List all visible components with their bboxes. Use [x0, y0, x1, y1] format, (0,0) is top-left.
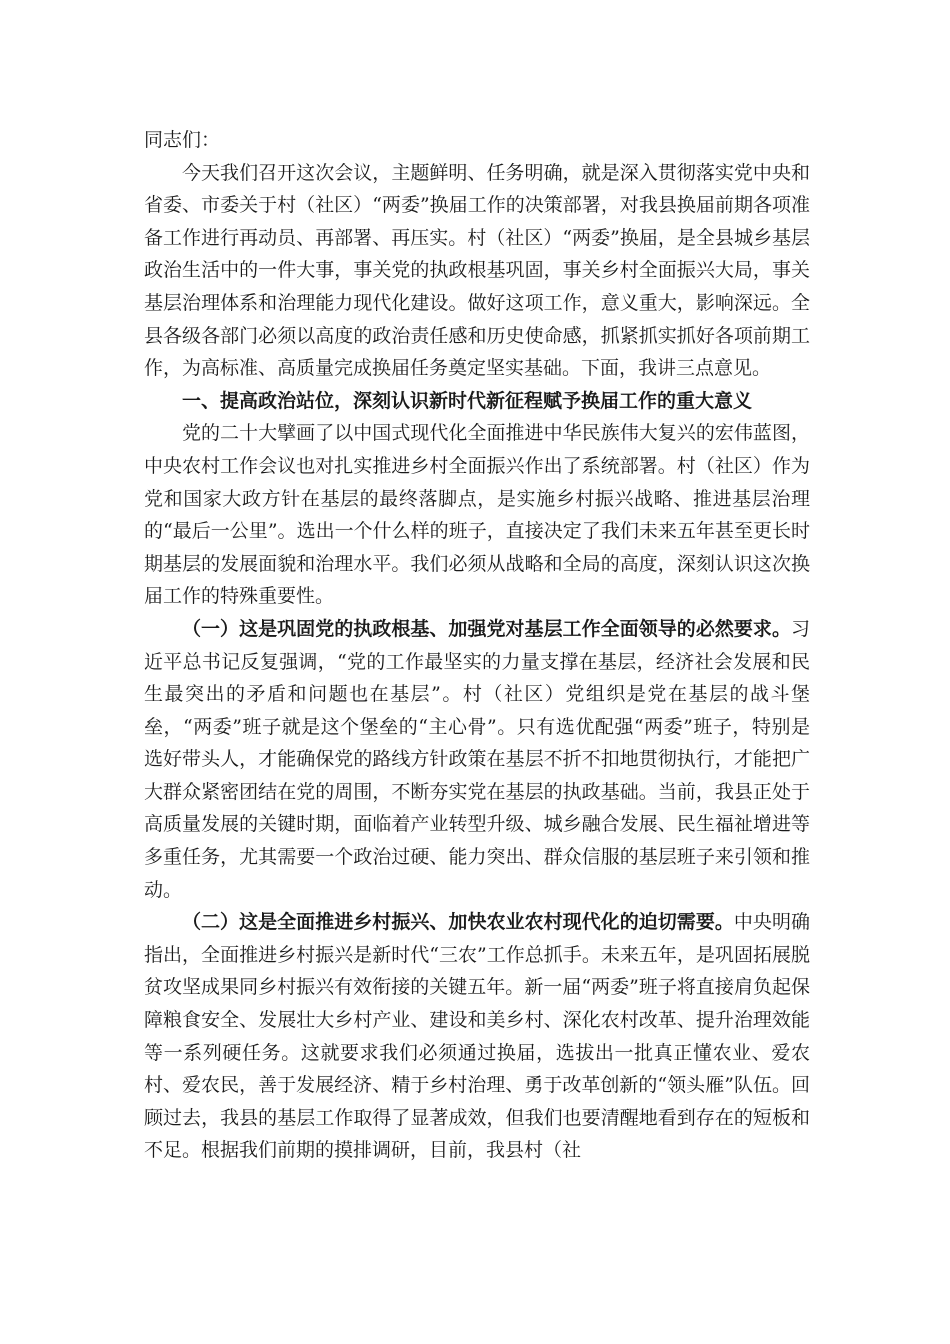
point-1-body: 习近平总书记反复强调，“党的工作最坚实的力量支撑在基层，经济社会发展和民生最突出的矛盾和问题也在基层”。村（社区）党组织是党在基层的战斗堡垒，“两委”班子就是这个堡垒的“主心骨”。只有选优配强“两委”班子，特别是选好带头人，才能确保党的路线方针政策在基层不折不扣地贯彻执行，才能把广大群众紧密团结在党的周围，不断夯实党在基层的执政基础。当前，我县正处于高质量发展的关键时期，面临着产业转型升级、城乡融合发展、民生福祉增进等多重任务，尤其需要一个政治过硬、能力突出、群众信服的基层班子来引领和推动。 — [144, 617, 810, 901]
point-1-heading: （一）这是巩固党的执政根基、加强党对基层工作全面领导的必然要求。 — [182, 617, 791, 640]
intro-paragraph: 今天我们召开这次会议，主题鲜明、任务明确，就是深入贯彻落实党中央和省委、市委关于村（社区）“两委”换届工作的决策部署，对我县换届前期各项准备工作进行再动员、再部署、再压实。村（社区）“两委”换届，是全县城乡基层政治生活中的一件大事，事关党的执政根基巩固，事关乡村全面振兴大局，事关基层治理体系和治理能力现代化建设。做好这项工作，意义重大，影响深远。全县各级各部门必须以高度的政治责任感和历史使命感，抓紧抓实抓好各项前期工作，为高标准、高质量完成换届任务奠定坚实基础。下面，我讲三点意见。 — [144, 161, 810, 380]
salutation: 同志们： — [144, 129, 221, 151]
section-1-heading: 一、提高政治站位，深刻认识新时代新征程赋予换届工作的重大意义 — [182, 389, 753, 412]
section-1-paragraph: 党的二十大擘画了以中国式现代化全面推进中华民族伟大复兴的宏伟蓝图，中央农村工作会议也对扎实推进乡村全面振兴作出了系统部署。村（社区）作为党和国家大政方针在基层的最终落脚点，是实施乡村振兴战略、推进基层治理的“最后一公里”。选出一个什么样的班子，直接决定了我们未来五年甚至更长时期基层的发展面貌和治理水平。我们必须从战略和全局的高度，深刻认识这次换届工作的特殊重要性。 — [144, 422, 810, 608]
point-2-body: 中央明确指出，全面推进乡村振兴是新时代“三农”工作总抓手。未来五年，是巩固拓展脱贫攻坚成果同乡村振兴有效衔接的关键五年。新一届“两委”班子将直接肩负起保障粮食安全、发展壮大乡村产业、建设和美乡村、深化农村改革、提升治理效能等一系列硬任务。这就要求我们必须通过换届，选拔出一批真正懂农业、爱农村、爱农民，善于发展经济、精于乡村治理、勇于改革创新的“领头雁”队伍。回顾过去，我县的基层工作取得了显著成效，但我们也要清醒地看到存在的短板和不足。根据我们前期的摸排调研，目前，我县村（社 — [144, 911, 810, 1162]
document-page — [144, 124, 810, 1167]
point-2-paragraph — [144, 906, 810, 1167]
point-1-paragraph — [144, 613, 810, 906]
point-2-heading: （二）这是全面推进乡村振兴、加快农业农村现代化的迫切需要。 — [182, 911, 734, 934]
